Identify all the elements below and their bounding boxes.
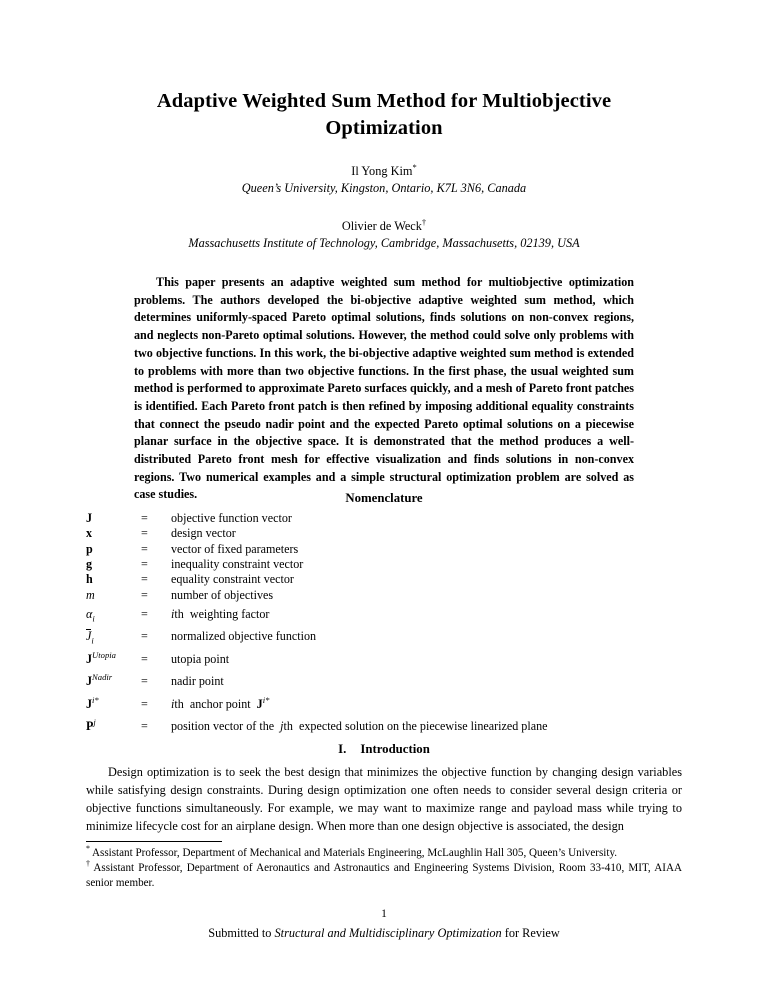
- nomenclature-equals: =: [141, 511, 148, 525]
- footer-suffix: for Review: [501, 926, 560, 940]
- abstract-paragraph: This paper presents an adaptive weighted sum method for multiobjective optimization problems. The authors developed the bi-objective adaptive weighted sum method, which determines uniformly-spaced Pareto optimal solutions, finds solutions on non-convex regions, and neglects non-Pareto optimal solutions. However, the method could solve only problems with two objective functions. In this work, the bi-objective adaptive weighted sum method is extended to problems with more than two objective functions. In the first phase, the usual weighted sum method is performed to approximate Pareto surfaces quickly, and a mesh of Pareto front patches is identified. Each Pareto front patch is then refined by imposing additional equality constraints that connect the pseudo nadir point and the expected Pareto optimal solutions on a piecewise planar surface in the objective space. It is demonstrated that the method produces a well-distributed Pareto front mesh for effective visualization and finds solutions in non-convex regions. Two numerical examples and a simple structural optimization problem are solved as case studies.: [134, 275, 634, 502]
- nomenclature-row: [86, 557, 686, 572]
- footnote-text: Assistant Professor, Department of Mechanical and Materials Engineering, McLaughlin Hall 305, Queen’s University.: [92, 847, 618, 859]
- nomenclature-row: [86, 603, 686, 625]
- nomenclature-definition: number of objectives: [171, 587, 274, 602]
- author-name-text-2: Olivier de Weck: [341, 219, 422, 233]
- author-block-2: [0, 216, 768, 251]
- nomenclature-symbol: $\alpha_i$: [86, 607, 95, 624]
- section-title: Introduction: [360, 742, 430, 756]
- author-affiliation-1: Queen’s University, Kingston, Ontario, K7L 3N6, Canada: [241, 180, 527, 195]
- footnote-item: [86, 861, 682, 891]
- footnotes-block: [86, 846, 682, 891]
- author-affiliation-2: Massachusetts Institute of Technology, Cambridge, Massachusetts, 02139, USA: [188, 235, 580, 250]
- nomenclature-symbol: $J^{i*}$: [86, 694, 99, 711]
- nomenclature-definition: vector of fixed parameters: [171, 541, 299, 556]
- nomenclature-symbol: x: [86, 526, 93, 541]
- nomenclature-table: [86, 511, 686, 737]
- section-heading-introduction: [0, 742, 768, 757]
- nomenclature-row: [86, 625, 686, 647]
- nomenclature-symbol: $J^{Nadir}$: [86, 672, 113, 689]
- nomenclature-row: [86, 526, 686, 541]
- footnote-item: [86, 846, 682, 861]
- nomenclature-definition: equality constraint vector: [171, 572, 294, 587]
- nomenclature-equals: =: [141, 587, 148, 602]
- nomenclature-equals: =: [141, 696, 148, 711]
- nomenclature-definition: ith weighting factor: [171, 607, 270, 622]
- footer-submitted-line: [0, 926, 768, 941]
- nomenclature-row: [86, 588, 686, 603]
- author-name-2: [0, 216, 768, 235]
- author-marker-2: †: [421, 216, 427, 227]
- nomenclature-equals: =: [141, 572, 148, 587]
- nomenclature-definition: utopia point: [171, 651, 230, 666]
- nomenclature-equals: =: [141, 607, 148, 622]
- nomenclature-equals: =: [141, 674, 148, 689]
- footer-prefix: Submitted to: [208, 926, 275, 940]
- introduction-paragraph: Design optimization is to seek the best design that minimizes the objective function by changing design variables while satisfying design constraints. During design optimization one often needs to consider several design criteria or objective functions simultaneously. For example, we may want to maximize range and payload mass while trying to minimize lifecycle cost for an airplane design. When more than one design objective is associated, the design: [86, 765, 682, 833]
- page-number: 1: [381, 908, 387, 920]
- nomenclature-symbol: m: [86, 587, 95, 602]
- nomenclature-definition: nadir point: [171, 674, 224, 689]
- nomenclature-equals: =: [141, 557, 148, 572]
- footnote-marker: †: [86, 859, 92, 869]
- nomenclature-symbol: J: [86, 511, 93, 525]
- author-marker-1: *: [412, 161, 417, 172]
- nomenclature-equals: =: [141, 526, 148, 541]
- author-name-1: [0, 161, 768, 180]
- nomenclature-heading: Nomenclature: [345, 491, 423, 505]
- nomenclature-symbol: g: [86, 557, 93, 572]
- nomenclature-row: [86, 670, 686, 692]
- nomenclature-row: [86, 693, 686, 715]
- author-name-text-1: Il Yong Kim: [351, 164, 413, 178]
- nomenclature-definition: position vector of the jth expected solution on the piecewise linearized plane: [171, 718, 548, 733]
- nomenclature-definition: ith anchor point $J^{i*}$: [171, 694, 270, 711]
- footnote-text: Assistant Professor, Department of Aeronautics and Astronautics and Engineering Systems Division, Room 33-410, MIT, AIAA senior member.: [86, 862, 682, 890]
- nomenclature-equals: =: [141, 718, 148, 733]
- nomenclature-equals: =: [141, 541, 148, 556]
- author-block-1: [0, 161, 768, 196]
- nomenclature-row: [86, 511, 686, 526]
- footnote-separator: [86, 841, 222, 842]
- footer-journal-name: Structural and Multidisciplinary Optimization: [274, 926, 502, 940]
- nomenclature-definition: normalized objective function: [171, 629, 317, 644]
- nomenclature-row: [86, 572, 686, 587]
- page-title: Adaptive Weighted Sum Method for Multiobjective Optimization: [156, 90, 612, 140]
- nomenclature-symbol: $P^j$: [86, 716, 96, 733]
- nomenclature-definition: inequality constraint vector: [171, 557, 304, 572]
- nomenclature-row: [86, 715, 686, 737]
- nomenclature-row: [86, 648, 686, 670]
- nomenclature-row: [86, 542, 686, 557]
- nomenclature-symbol: p: [86, 541, 93, 556]
- nomenclature-symbol: h: [86, 572, 93, 587]
- nomenclature-definition: objective function vector: [171, 511, 292, 525]
- section-number: I.: [338, 742, 347, 756]
- nomenclature-symbol: $J_i$: [86, 629, 94, 646]
- footnote-marker: *: [86, 844, 90, 854]
- nomenclature-equals: =: [141, 651, 148, 666]
- nomenclature-symbol: $J^{Utopia}$: [86, 649, 116, 666]
- nomenclature-equals: =: [141, 629, 148, 644]
- nomenclature-definition: design vector: [171, 526, 236, 541]
